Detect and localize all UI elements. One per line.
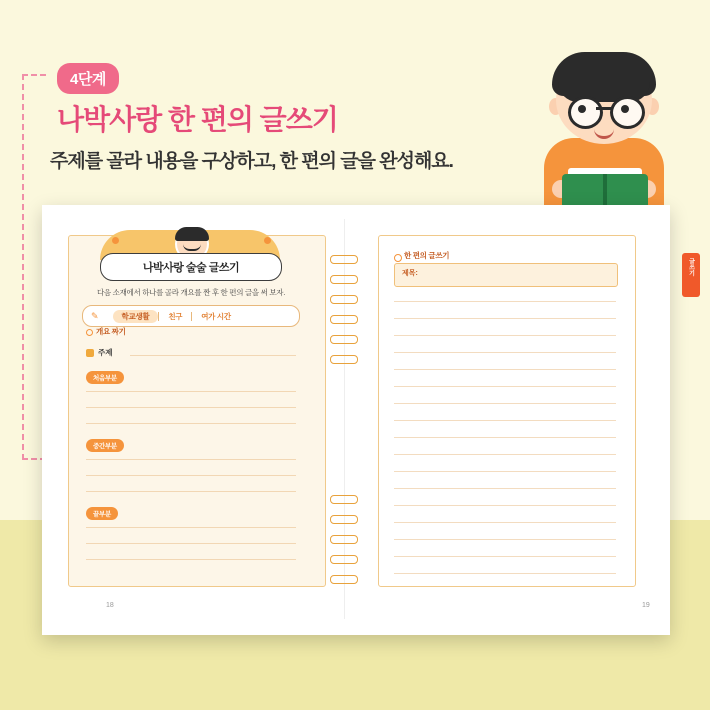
- writing-bullet-icon: [394, 254, 402, 262]
- write-line[interactable]: [86, 391, 296, 392]
- bookmark-tab[interactable]: [682, 253, 700, 297]
- write-line[interactable]: [394, 420, 616, 421]
- section-tag-end: 끝부분: [86, 507, 118, 520]
- spiral-ring: [330, 555, 358, 564]
- write-line[interactable]: [394, 386, 616, 387]
- write-line[interactable]: [86, 543, 296, 544]
- write-line[interactable]: [394, 454, 616, 455]
- section-tag-middle: 중간부분: [86, 439, 124, 452]
- character-eye-right: [621, 105, 629, 113]
- page-subtitle: 주제를 골라 내용을 구상하고, 한 편의 글을 완성해요.: [50, 151, 453, 172]
- write-line[interactable]: [394, 369, 616, 370]
- topic-chip-group: [113, 310, 240, 323]
- write-line[interactable]: [394, 522, 616, 523]
- write-line[interactable]: [86, 491, 296, 492]
- spiral-ring: [330, 515, 358, 524]
- topic-chip-leisure[interactable]: 여가 시간: [201, 311, 231, 321]
- write-line[interactable]: [394, 352, 616, 353]
- outline-heading: 개요 짜기: [96, 327, 126, 336]
- topic-chip-friend[interactable]: 친구: [168, 311, 183, 321]
- write-line[interactable]: [394, 556, 616, 557]
- spiral-ring: [330, 535, 358, 544]
- section-tag-beginning: 처음부분: [86, 371, 124, 384]
- spiral-ring: [330, 335, 358, 344]
- write-line[interactable]: [86, 527, 296, 528]
- write-line[interactable]: [394, 488, 616, 489]
- write-line[interactable]: [394, 471, 616, 472]
- subject-input-line[interactable]: [130, 355, 296, 356]
- check-icon: [86, 349, 94, 357]
- notebook-spread: [42, 205, 694, 635]
- right-page-heading: 한 편의 글쓰기: [404, 251, 450, 260]
- spiral-ring: [330, 275, 358, 284]
- spiral-ring: [330, 495, 358, 504]
- spiral-ring: [330, 575, 358, 584]
- write-line[interactable]: [86, 559, 296, 560]
- worksheet-description: 다음 소재에서 하나를 골라 개요를 짠 후 한 편의 글을 써 보자.: [96, 288, 286, 297]
- write-line[interactable]: [394, 335, 616, 336]
- write-line[interactable]: [394, 539, 616, 540]
- write-line[interactable]: [394, 403, 616, 404]
- page-number-right: 19: [642, 602, 650, 609]
- write-line[interactable]: [86, 459, 296, 460]
- banner-dot-left: [112, 237, 119, 244]
- write-line[interactable]: [86, 407, 296, 408]
- page-number-left: 18: [106, 602, 114, 609]
- write-line[interactable]: [394, 318, 616, 319]
- title-input-box[interactable]: [394, 263, 618, 287]
- glasses-lens-right-icon: [610, 96, 645, 129]
- glasses-lens-left-icon: [568, 96, 603, 129]
- write-line[interactable]: [394, 301, 616, 302]
- write-line[interactable]: [394, 573, 616, 574]
- worksheet-title-plate: [100, 253, 282, 281]
- spiral-ring: [330, 255, 358, 264]
- write-line[interactable]: [86, 475, 296, 476]
- worksheet-right: [378, 235, 636, 587]
- banner-dot-right: [264, 237, 271, 244]
- outline-bullet-icon: [86, 329, 93, 336]
- pen-icon: ✎: [91, 310, 99, 321]
- character-eye-left: [578, 105, 586, 113]
- page-title: 나박사랑 한 편의 글쓰기: [57, 104, 338, 135]
- glasses-bridge-icon: [596, 107, 612, 110]
- title-field-label: 제목:: [402, 270, 418, 277]
- spiral-ring: [330, 295, 358, 304]
- write-line[interactable]: [394, 437, 616, 438]
- boy-reading-illustration: [524, 52, 684, 212]
- step-badge: 4단계: [57, 63, 119, 94]
- character-hair: [552, 52, 656, 96]
- write-line[interactable]: [394, 505, 616, 506]
- spiral-ring: [330, 315, 358, 324]
- topic-chip-school[interactable]: 학교생활: [113, 310, 159, 323]
- subject-label: 주제: [98, 348, 113, 357]
- worksheet-title: 나박사랑 술술 글쓰기: [142, 262, 240, 274]
- subject-row: [86, 347, 113, 358]
- spiral-ring: [330, 355, 358, 364]
- write-line[interactable]: [86, 423, 296, 424]
- topic-chip-bar[interactable]: [82, 305, 300, 327]
- bookmark-label: 글쓰기: [687, 258, 694, 276]
